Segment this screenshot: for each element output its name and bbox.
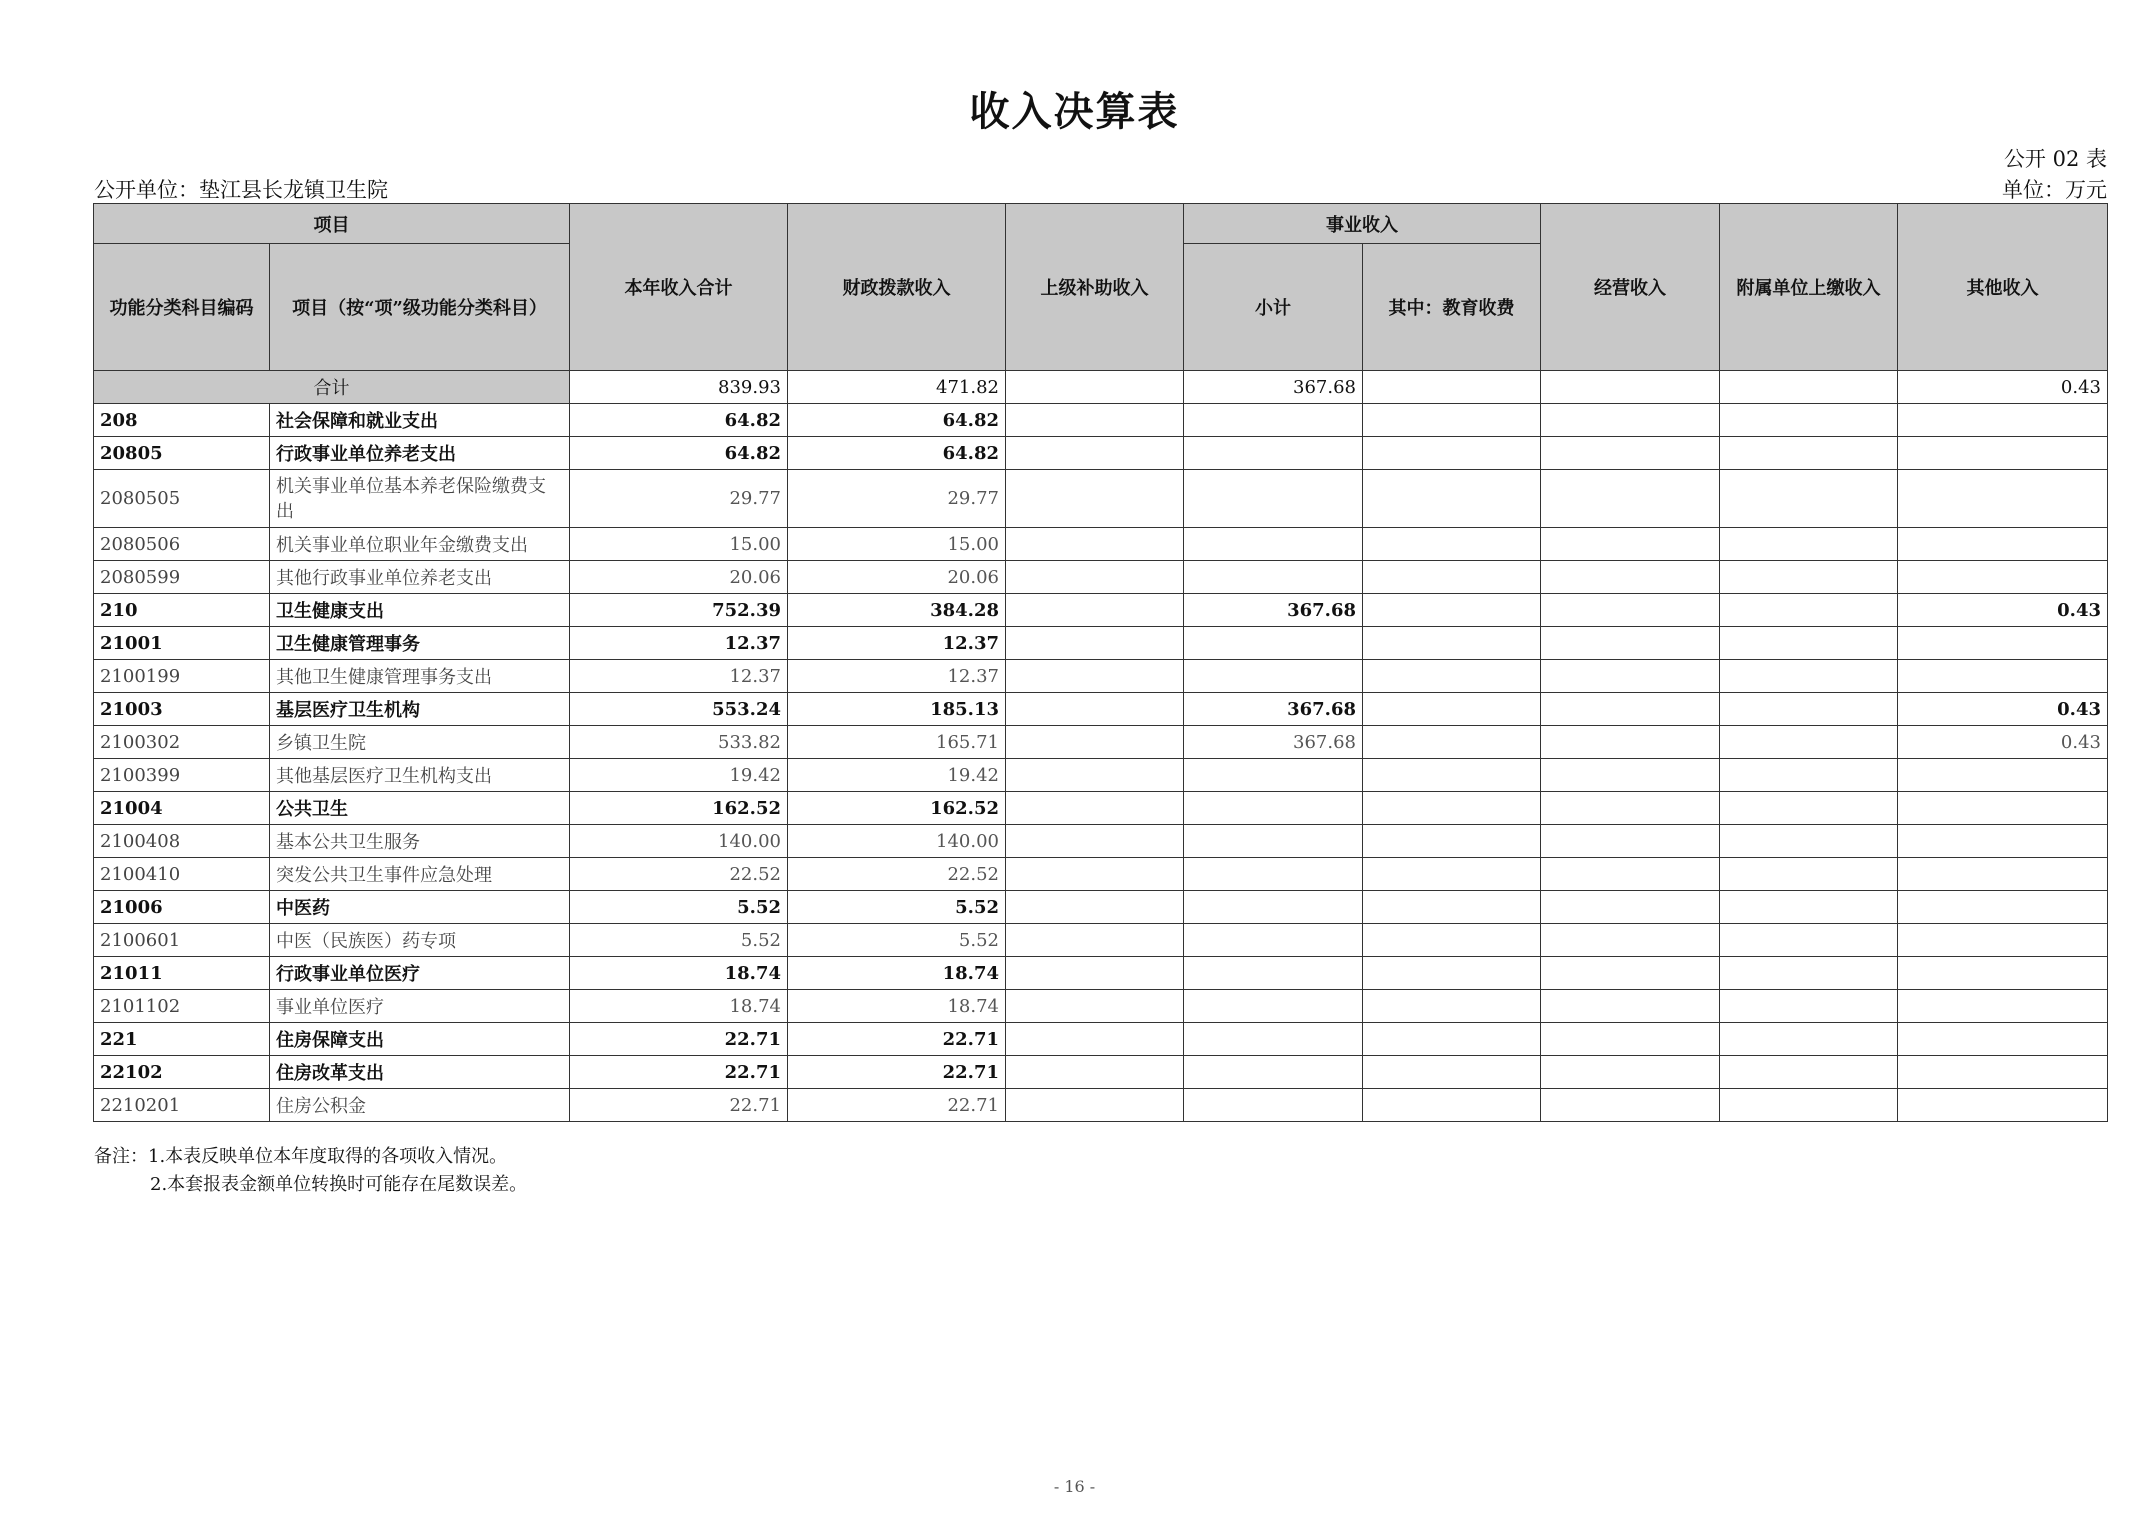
row-cell-subsidy — [1006, 627, 1184, 660]
table-row — [94, 1023, 2108, 1056]
row-code: 208 — [94, 404, 270, 437]
row-name: 住房公积金 — [270, 1089, 570, 1122]
row-cell-operating — [1541, 891, 1720, 924]
table-row — [94, 470, 2108, 528]
row-code: 2100601 — [94, 924, 270, 957]
row-cell-affiliated — [1720, 1089, 1898, 1122]
header-name: 项目（按“项”级功能分类科目） — [270, 244, 570, 371]
page-number: - 16 - — [1053, 1477, 1096, 1496]
row-cell-operating — [1541, 693, 1720, 726]
row-cell-fiscal: 64.82 — [788, 437, 1006, 470]
row-cell-total: 22.71 — [570, 1023, 788, 1056]
row-cell-affiliated — [1720, 726, 1898, 759]
row-cell-education — [1363, 561, 1541, 594]
row-cell-affiliated — [1720, 437, 1898, 470]
header-other: 其他收入 — [1898, 204, 2108, 371]
row-name: 中医（民族医）药专项 — [270, 924, 570, 957]
row-cell-total: 162.52 — [570, 792, 788, 825]
row-cell-operating — [1541, 1023, 1720, 1056]
row-code: 21006 — [94, 891, 270, 924]
note-line-1: 备注：1.本表反映单位本年度取得的各项收入情况。 — [94, 1146, 508, 1167]
row-cell-subsidy — [1006, 1023, 1184, 1056]
table-row — [94, 759, 2108, 792]
row-name: 卫生健康管理事务 — [270, 627, 570, 660]
row-name: 突发公共卫生事件应急处理 — [270, 858, 570, 891]
row-name: 其他行政事业单位养老支出 — [270, 561, 570, 594]
row-cell-operating — [1541, 437, 1720, 470]
total-cell-other: 0.43 — [1898, 371, 2108, 404]
row-cell-subsidy — [1006, 825, 1184, 858]
row-code: 21003 — [94, 693, 270, 726]
table-row — [94, 594, 2108, 627]
table-row — [94, 1056, 2108, 1089]
row-cell-education — [1363, 924, 1541, 957]
row-cell-education — [1363, 891, 1541, 924]
row-cell-subsidy — [1006, 594, 1184, 627]
row-cell-subsidy — [1006, 891, 1184, 924]
row-cell-operating — [1541, 924, 1720, 957]
row-cell-subsidy — [1006, 693, 1184, 726]
row-cell-subtotal — [1184, 561, 1363, 594]
row-cell-fiscal: 165.71 — [788, 726, 1006, 759]
row-cell-fiscal: 22.71 — [788, 1056, 1006, 1089]
row-cell-affiliated — [1720, 891, 1898, 924]
row-cell-subsidy — [1006, 759, 1184, 792]
row-cell-subsidy — [1006, 1089, 1184, 1122]
row-cell-affiliated — [1720, 957, 1898, 990]
header-fiscal: 财政拨款收入 — [788, 204, 1006, 371]
table-row — [94, 404, 2108, 437]
header-subtotal: 小计 — [1184, 244, 1363, 371]
row-cell-total: 22.52 — [570, 858, 788, 891]
form-number: 公开 02 表 — [2003, 147, 2107, 171]
row-cell-other — [1898, 1023, 2108, 1056]
row-code: 22102 — [94, 1056, 270, 1089]
row-cell-subsidy — [1006, 528, 1184, 561]
row-cell-education — [1363, 627, 1541, 660]
row-code: 2100410 — [94, 858, 270, 891]
row-cell-subsidy — [1006, 858, 1184, 891]
row-name: 机关事业单位基本养老保险缴费支出 — [270, 470, 570, 528]
row-name: 住房改革支出 — [270, 1056, 570, 1089]
row-cell-total: 18.74 — [570, 990, 788, 1023]
row-cell-other — [1898, 627, 2108, 660]
header-affiliated: 附属单位上缴收入 — [1720, 204, 1898, 371]
table-row — [94, 627, 2108, 660]
row-cell-affiliated — [1720, 858, 1898, 891]
row-cell-total: 19.42 — [570, 759, 788, 792]
notes — [94, 1143, 527, 1199]
row-cell-operating — [1541, 404, 1720, 437]
row-name: 乡镇卫生院 — [270, 726, 570, 759]
row-cell-subsidy — [1006, 1056, 1184, 1089]
row-cell-other: 0.43 — [1898, 693, 2108, 726]
row-cell-operating — [1541, 792, 1720, 825]
row-cell-subsidy — [1006, 561, 1184, 594]
row-cell-affiliated — [1720, 924, 1898, 957]
table-row — [94, 792, 2108, 825]
header-total: 本年收入合计 — [570, 204, 788, 371]
row-cell-subtotal — [1184, 404, 1363, 437]
row-name: 其他基层医疗卫生机构支出 — [270, 759, 570, 792]
row-cell-total: 22.71 — [570, 1089, 788, 1122]
row-cell-fiscal: 22.71 — [788, 1089, 1006, 1122]
row-cell-total: 22.71 — [570, 1056, 788, 1089]
row-cell-operating — [1541, 660, 1720, 693]
row-cell-education — [1363, 1089, 1541, 1122]
row-name: 其他卫生健康管理事务支出 — [270, 660, 570, 693]
row-cell-subtotal — [1184, 891, 1363, 924]
row-cell-education — [1363, 528, 1541, 561]
row-code: 2080505 — [94, 470, 270, 528]
row-cell-subtotal — [1184, 957, 1363, 990]
row-code: 20805 — [94, 437, 270, 470]
row-cell-education — [1363, 957, 1541, 990]
total-cell-operating — [1541, 371, 1720, 404]
total-label: 合计 — [94, 371, 570, 404]
row-cell-education — [1363, 404, 1541, 437]
row-cell-subtotal — [1184, 759, 1363, 792]
row-name: 行政事业单位养老支出 — [270, 437, 570, 470]
row-cell-other — [1898, 404, 2108, 437]
row-cell-subtotal — [1184, 792, 1363, 825]
table-row — [94, 693, 2108, 726]
row-name: 卫生健康支出 — [270, 594, 570, 627]
row-cell-operating — [1541, 825, 1720, 858]
row-cell-other — [1898, 858, 2108, 891]
row-cell-education — [1363, 660, 1541, 693]
table-body — [94, 371, 2108, 1122]
row-cell-education — [1363, 437, 1541, 470]
table-row — [94, 858, 2108, 891]
row-name: 基本公共卫生服务 — [270, 825, 570, 858]
row-cell-education — [1363, 693, 1541, 726]
row-cell-fiscal: 19.42 — [788, 759, 1006, 792]
row-code: 2100408 — [94, 825, 270, 858]
page-title: 收入决算表 — [969, 88, 1180, 135]
header-code: 功能分类科目编码 — [94, 244, 270, 371]
row-cell-operating — [1541, 528, 1720, 561]
row-cell-affiliated — [1720, 660, 1898, 693]
row-cell-fiscal: 64.82 — [788, 404, 1006, 437]
row-code: 2100302 — [94, 726, 270, 759]
row-name: 中医药 — [270, 891, 570, 924]
row-cell-other — [1898, 792, 2108, 825]
row-cell-operating — [1541, 594, 1720, 627]
row-cell-subtotal — [1184, 437, 1363, 470]
row-cell-subtotal: 367.68 — [1184, 693, 1363, 726]
row-cell-affiliated — [1720, 528, 1898, 561]
row-cell-affiliated — [1720, 594, 1898, 627]
row-cell-other: 0.43 — [1898, 726, 2108, 759]
row-cell-subsidy — [1006, 437, 1184, 470]
row-cell-other — [1898, 561, 2108, 594]
row-cell-total: 64.82 — [570, 437, 788, 470]
header-operating: 经营收入 — [1541, 204, 1720, 371]
total-cell-subtotal: 367.68 — [1184, 371, 1363, 404]
row-name: 基层医疗卫生机构 — [270, 693, 570, 726]
row-code: 2210201 — [94, 1089, 270, 1122]
row-name: 行政事业单位医疗 — [270, 957, 570, 990]
row-cell-total: 5.52 — [570, 924, 788, 957]
table-row — [94, 891, 2108, 924]
row-cell-affiliated — [1720, 561, 1898, 594]
row-cell-operating — [1541, 759, 1720, 792]
row-cell-education — [1363, 470, 1541, 528]
table-row — [94, 528, 2108, 561]
row-cell-fiscal: 29.77 — [788, 470, 1006, 528]
row-cell-subtotal — [1184, 528, 1363, 561]
row-cell-total: 5.52 — [570, 891, 788, 924]
row-code: 21011 — [94, 957, 270, 990]
row-cell-education — [1363, 825, 1541, 858]
row-cell-operating — [1541, 957, 1720, 990]
row-cell-other — [1898, 759, 2108, 792]
row-cell-subtotal — [1184, 1089, 1363, 1122]
row-name: 公共卫生 — [270, 792, 570, 825]
header-item: 项目 — [94, 204, 570, 244]
row-cell-affiliated — [1720, 825, 1898, 858]
row-cell-subtotal — [1184, 660, 1363, 693]
row-cell-affiliated — [1720, 693, 1898, 726]
row-cell-education — [1363, 792, 1541, 825]
row-cell-subsidy — [1006, 990, 1184, 1023]
row-cell-education — [1363, 759, 1541, 792]
row-cell-total: 15.00 — [570, 528, 788, 561]
row-cell-subtotal — [1184, 627, 1363, 660]
row-name: 社会保障和就业支出 — [270, 404, 570, 437]
row-cell-affiliated — [1720, 1023, 1898, 1056]
row-cell-total: 20.06 — [570, 561, 788, 594]
row-code: 21004 — [94, 792, 270, 825]
income-table — [93, 203, 2108, 1122]
row-cell-other — [1898, 528, 2108, 561]
row-cell-fiscal: 22.71 — [788, 1023, 1006, 1056]
row-cell-other — [1898, 1089, 2108, 1122]
total-cell-affiliated — [1720, 371, 1898, 404]
row-cell-education — [1363, 1056, 1541, 1089]
table-row — [94, 924, 2108, 957]
row-code: 2080599 — [94, 561, 270, 594]
table-row — [94, 726, 2108, 759]
row-code: 2100399 — [94, 759, 270, 792]
row-cell-other — [1898, 924, 2108, 957]
row-code: 221 — [94, 1023, 270, 1056]
table-row — [94, 660, 2108, 693]
row-cell-operating — [1541, 561, 1720, 594]
table-row — [94, 825, 2108, 858]
row-cell-total: 12.37 — [570, 660, 788, 693]
row-cell-education — [1363, 726, 1541, 759]
table-header — [94, 204, 2108, 371]
currency-unit: 单位：万元 — [2002, 178, 2107, 202]
row-cell-subtotal — [1184, 990, 1363, 1023]
row-cell-subsidy — [1006, 660, 1184, 693]
row-name: 住房保障支出 — [270, 1023, 570, 1056]
row-cell-fiscal: 12.37 — [788, 627, 1006, 660]
row-cell-subsidy — [1006, 957, 1184, 990]
row-cell-education — [1363, 1023, 1541, 1056]
row-cell-subtotal: 367.68 — [1184, 726, 1363, 759]
row-cell-subtotal: 367.68 — [1184, 594, 1363, 627]
row-cell-affiliated — [1720, 627, 1898, 660]
row-cell-operating — [1541, 726, 1720, 759]
row-cell-fiscal: 22.52 — [788, 858, 1006, 891]
row-cell-other — [1898, 1056, 2108, 1089]
row-cell-affiliated — [1720, 792, 1898, 825]
table-row — [94, 957, 2108, 990]
row-cell-other — [1898, 437, 2108, 470]
row-cell-subtotal — [1184, 1056, 1363, 1089]
header-business-income: 事业收入 — [1184, 204, 1541, 244]
row-cell-subtotal — [1184, 924, 1363, 957]
row-name: 事业单位医疗 — [270, 990, 570, 1023]
row-code: 21001 — [94, 627, 270, 660]
row-cell-fiscal: 18.74 — [788, 990, 1006, 1023]
row-cell-fiscal: 12.37 — [788, 660, 1006, 693]
row-cell-total: 553.24 — [570, 693, 788, 726]
row-cell-fiscal: 162.52 — [788, 792, 1006, 825]
row-code: 210 — [94, 594, 270, 627]
row-cell-affiliated — [1720, 759, 1898, 792]
row-cell-fiscal: 20.06 — [788, 561, 1006, 594]
row-code: 2101102 — [94, 990, 270, 1023]
total-cell-education — [1363, 371, 1541, 404]
row-cell-education — [1363, 858, 1541, 891]
row-cell-subsidy — [1006, 726, 1184, 759]
row-cell-education — [1363, 990, 1541, 1023]
table-row — [94, 1089, 2108, 1122]
total-cell-total: 839.93 — [570, 371, 788, 404]
header-subsidy: 上级补助收入 — [1006, 204, 1184, 371]
row-cell-fiscal: 15.00 — [788, 528, 1006, 561]
table-row — [94, 990, 2108, 1023]
row-cell-total: 12.37 — [570, 627, 788, 660]
row-cell-other — [1898, 957, 2108, 990]
row-cell-subtotal — [1184, 470, 1363, 528]
row-cell-education — [1363, 594, 1541, 627]
row-code: 2100199 — [94, 660, 270, 693]
row-cell-subsidy — [1006, 792, 1184, 825]
row-cell-subsidy — [1006, 404, 1184, 437]
row-cell-fiscal: 384.28 — [788, 594, 1006, 627]
row-code: 2080506 — [94, 528, 270, 561]
row-cell-fiscal: 5.52 — [788, 924, 1006, 957]
table-row — [94, 561, 2108, 594]
row-cell-subsidy — [1006, 470, 1184, 528]
row-cell-affiliated — [1720, 990, 1898, 1023]
row-cell-total: 29.77 — [570, 470, 788, 528]
row-cell-other — [1898, 891, 2108, 924]
row-cell-total: 752.39 — [570, 594, 788, 627]
row-cell-fiscal: 140.00 — [788, 825, 1006, 858]
row-cell-total: 533.82 — [570, 726, 788, 759]
row-cell-subtotal — [1184, 858, 1363, 891]
row-cell-other: 0.43 — [1898, 594, 2108, 627]
row-cell-other — [1898, 660, 2108, 693]
row-cell-subtotal — [1184, 825, 1363, 858]
row-cell-total: 18.74 — [570, 957, 788, 990]
note-line-2: 2.本套报表金额单位转换时可能存在尾数误差。 — [150, 1174, 528, 1195]
row-cell-affiliated — [1720, 1056, 1898, 1089]
row-cell-affiliated — [1720, 470, 1898, 528]
total-cell-fiscal: 471.82 — [788, 371, 1006, 404]
row-cell-operating — [1541, 858, 1720, 891]
row-cell-total: 140.00 — [570, 825, 788, 858]
total-row — [94, 371, 2108, 404]
row-cell-operating — [1541, 990, 1720, 1023]
row-cell-other — [1898, 825, 2108, 858]
total-cell-subsidy — [1006, 371, 1184, 404]
row-cell-subsidy — [1006, 924, 1184, 957]
row-cell-fiscal: 18.74 — [788, 957, 1006, 990]
row-cell-operating — [1541, 1056, 1720, 1089]
row-cell-other — [1898, 470, 2108, 528]
row-cell-operating — [1541, 627, 1720, 660]
reporting-unit: 公开单位：垫江县长龙镇卫生院 — [94, 178, 388, 202]
row-cell-other — [1898, 990, 2108, 1023]
row-cell-operating — [1541, 470, 1720, 528]
row-cell-fiscal: 185.13 — [788, 693, 1006, 726]
row-cell-fiscal: 5.52 — [788, 891, 1006, 924]
row-cell-affiliated — [1720, 404, 1898, 437]
row-name: 机关事业单位职业年金缴费支出 — [270, 528, 570, 561]
table-row — [94, 437, 2108, 470]
row-cell-total: 64.82 — [570, 404, 788, 437]
row-cell-operating — [1541, 1089, 1720, 1122]
header-education: 其中：教育收费 — [1363, 244, 1541, 371]
row-cell-subtotal — [1184, 1023, 1363, 1056]
